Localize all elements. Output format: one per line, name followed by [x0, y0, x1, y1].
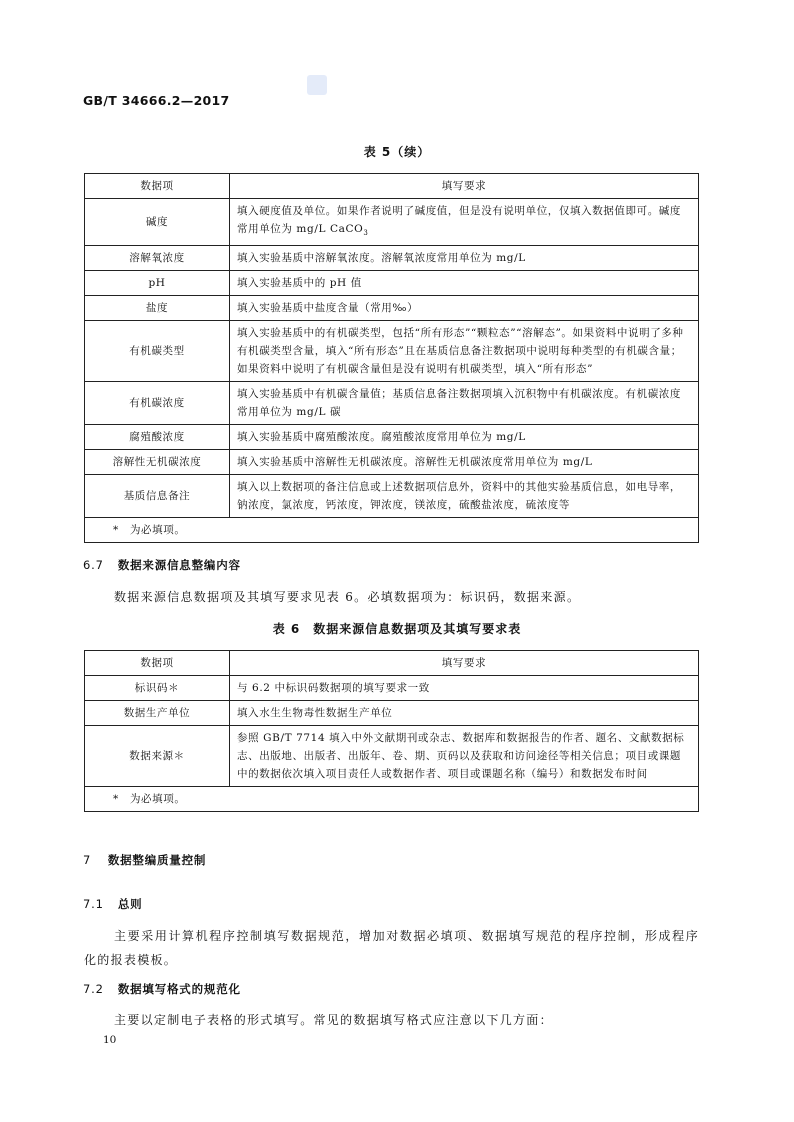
page-number: 10 [103, 1034, 117, 1046]
section-title: 总则 [117, 897, 143, 911]
table-cell-req: 与 6.2 中标识码数据项的填写要求一致 [230, 676, 699, 701]
table-cell-req: 参照 GB/T 7714 填入中外文献期刊或杂志、数据库和数据报告的作者、题名、文献数据标志、出版地、出版者、出版年、卷、期、页码以及获取和访问途径等相关信息；项目或课题中的数据依次填入项目责任人或数据作者、项目或课题名称（编号）和数据发布时间 [230, 726, 699, 787]
table6-caption: 表 6 数据来源信息数据项及其填写要求表 [272, 622, 522, 636]
table-row [85, 296, 699, 321]
table-cell-item: 数据生产单位 [85, 701, 230, 726]
table6-note: * 为必填项。 [85, 787, 699, 812]
table-row [85, 475, 699, 518]
table-row [85, 701, 699, 726]
table-row [85, 676, 699, 701]
table-row [85, 382, 699, 425]
table-cell-req: 填入实验基质中溶解氧浓度。溶解氧浓度常用单位为 mg/L [230, 246, 699, 271]
table-cell-item: 溶解性无机碳浓度 [85, 450, 230, 475]
table-row [85, 321, 699, 382]
table5-caption: 表 5（续） [363, 145, 431, 159]
table-cell-item: 碱度 [85, 199, 230, 246]
section-7-1-heading [83, 896, 142, 912]
table-cell-req: 填入以上数据项的备注信息或上述数据项信息外，资料中的其他实验基质信息，如电导率，钠浓度，氯浓度，钙浓度，钾浓度，镁浓度，硫酸盐浓度，硫浓度等 [230, 475, 699, 518]
table-row [85, 246, 699, 271]
table-cell-req: 填入实验基质中有机碳含量值；基质信息备注数据项填入沉积物中有机碳浓度。有机碳浓度常用单位为 mg/L 碳 [230, 382, 699, 425]
table-row [85, 726, 699, 787]
table-cell-item: 腐殖酸浓度 [85, 425, 230, 450]
table-cell-req [230, 199, 699, 246]
subscript: 3 [363, 229, 369, 238]
table-cell-req: 填入实验基质中腐殖酸浓度。腐殖酸浓度常用单位为 mg/L [230, 425, 699, 450]
table5-note: * 为必填项。 [85, 518, 699, 543]
table-cell-item: pH [85, 271, 230, 296]
table-note-row [85, 518, 699, 543]
table-cell-item: 基质信息备注 [85, 475, 230, 518]
table-cell-item: 有机碳浓度 [85, 382, 230, 425]
table-cell-item: 溶解氧浓度 [85, 246, 230, 271]
table-row [85, 450, 699, 475]
watermark-mark [307, 75, 327, 95]
table6-header-req: 填写要求 [230, 651, 699, 676]
section-7-2-heading [83, 981, 241, 997]
section-number: 6.7 [83, 558, 104, 572]
table-cell-item: 有机碳类型 [85, 321, 230, 382]
section-7-2-body: 主要以定制电子表格的形式填写。常见的数据填写格式应注意以下几方面： [114, 1013, 553, 1027]
table5-header-req: 填写要求 [230, 174, 699, 199]
table-cell-req: 填入实验基质中溶解性无机碳浓度。溶解性无机碳浓度常用单位为 mg/L [230, 450, 699, 475]
section-number: 7 [83, 853, 92, 867]
table-cell-item: 标识码＊ [85, 676, 230, 701]
section-7-heading [83, 852, 206, 868]
table-cell-req: 填入实验基质中的有机碳类型，包括“所有形态”“颗粒态”“溶解态”。如果资料中说明了多种有机碳类型含量，填入“所有形态”且在基质信息备注数据项中说明每种类型的有机碳含量；如果资料中说明了有机碳含量但是没有说明有机碳类型，填入“所有形态” [230, 321, 699, 382]
table6-header-item: 数据项 [85, 651, 230, 676]
table-row [85, 271, 699, 296]
section-number: 7.2 [83, 982, 104, 996]
table6-header-row [85, 651, 699, 676]
table-row [85, 199, 699, 246]
req-text: 填入硬度值及单位。如果作者说明了碱度值，但是没有说明单位，仅填入数据值即可。碱度常用单位为 mg/L CaCO [237, 205, 681, 235]
standard-code-header: GB/T 34666.2—2017 [83, 93, 230, 108]
table-cell-item: 盐度 [85, 296, 230, 321]
table-cell-item: 数据来源＊ [85, 726, 230, 787]
table-note-row [85, 787, 699, 812]
section-title: 数据来源信息整编内容 [117, 558, 241, 572]
table5-header-row [85, 174, 699, 199]
table-cell-req: 填入实验基质中盐度含量（常用‰） [230, 296, 699, 321]
section-6-7-heading [83, 557, 241, 573]
table-cell-req: 填入实验基质中的 pH 值 [230, 271, 699, 296]
table-row [85, 425, 699, 450]
section-title: 数据填写格式的规范化 [117, 982, 241, 996]
section-number: 7.1 [83, 897, 104, 911]
section-7-1-body: 主要采用计算机程序控制填写数据规范，增加对数据必填项、数据填写规范的程序控制，形成程序化的报表模板。 [84, 929, 699, 967]
table-cell-req: 填入水生生物毒性数据生产单位 [230, 701, 699, 726]
table5 [84, 173, 699, 543]
table5-header-item: 数据项 [85, 174, 230, 199]
table6 [84, 650, 699, 812]
section-6-7-body: 数据来源信息数据项及其填写要求见表 6。必填数据项为：标识码，数据来源。 [114, 590, 581, 604]
section-title: 数据整编质量控制 [107, 853, 207, 867]
